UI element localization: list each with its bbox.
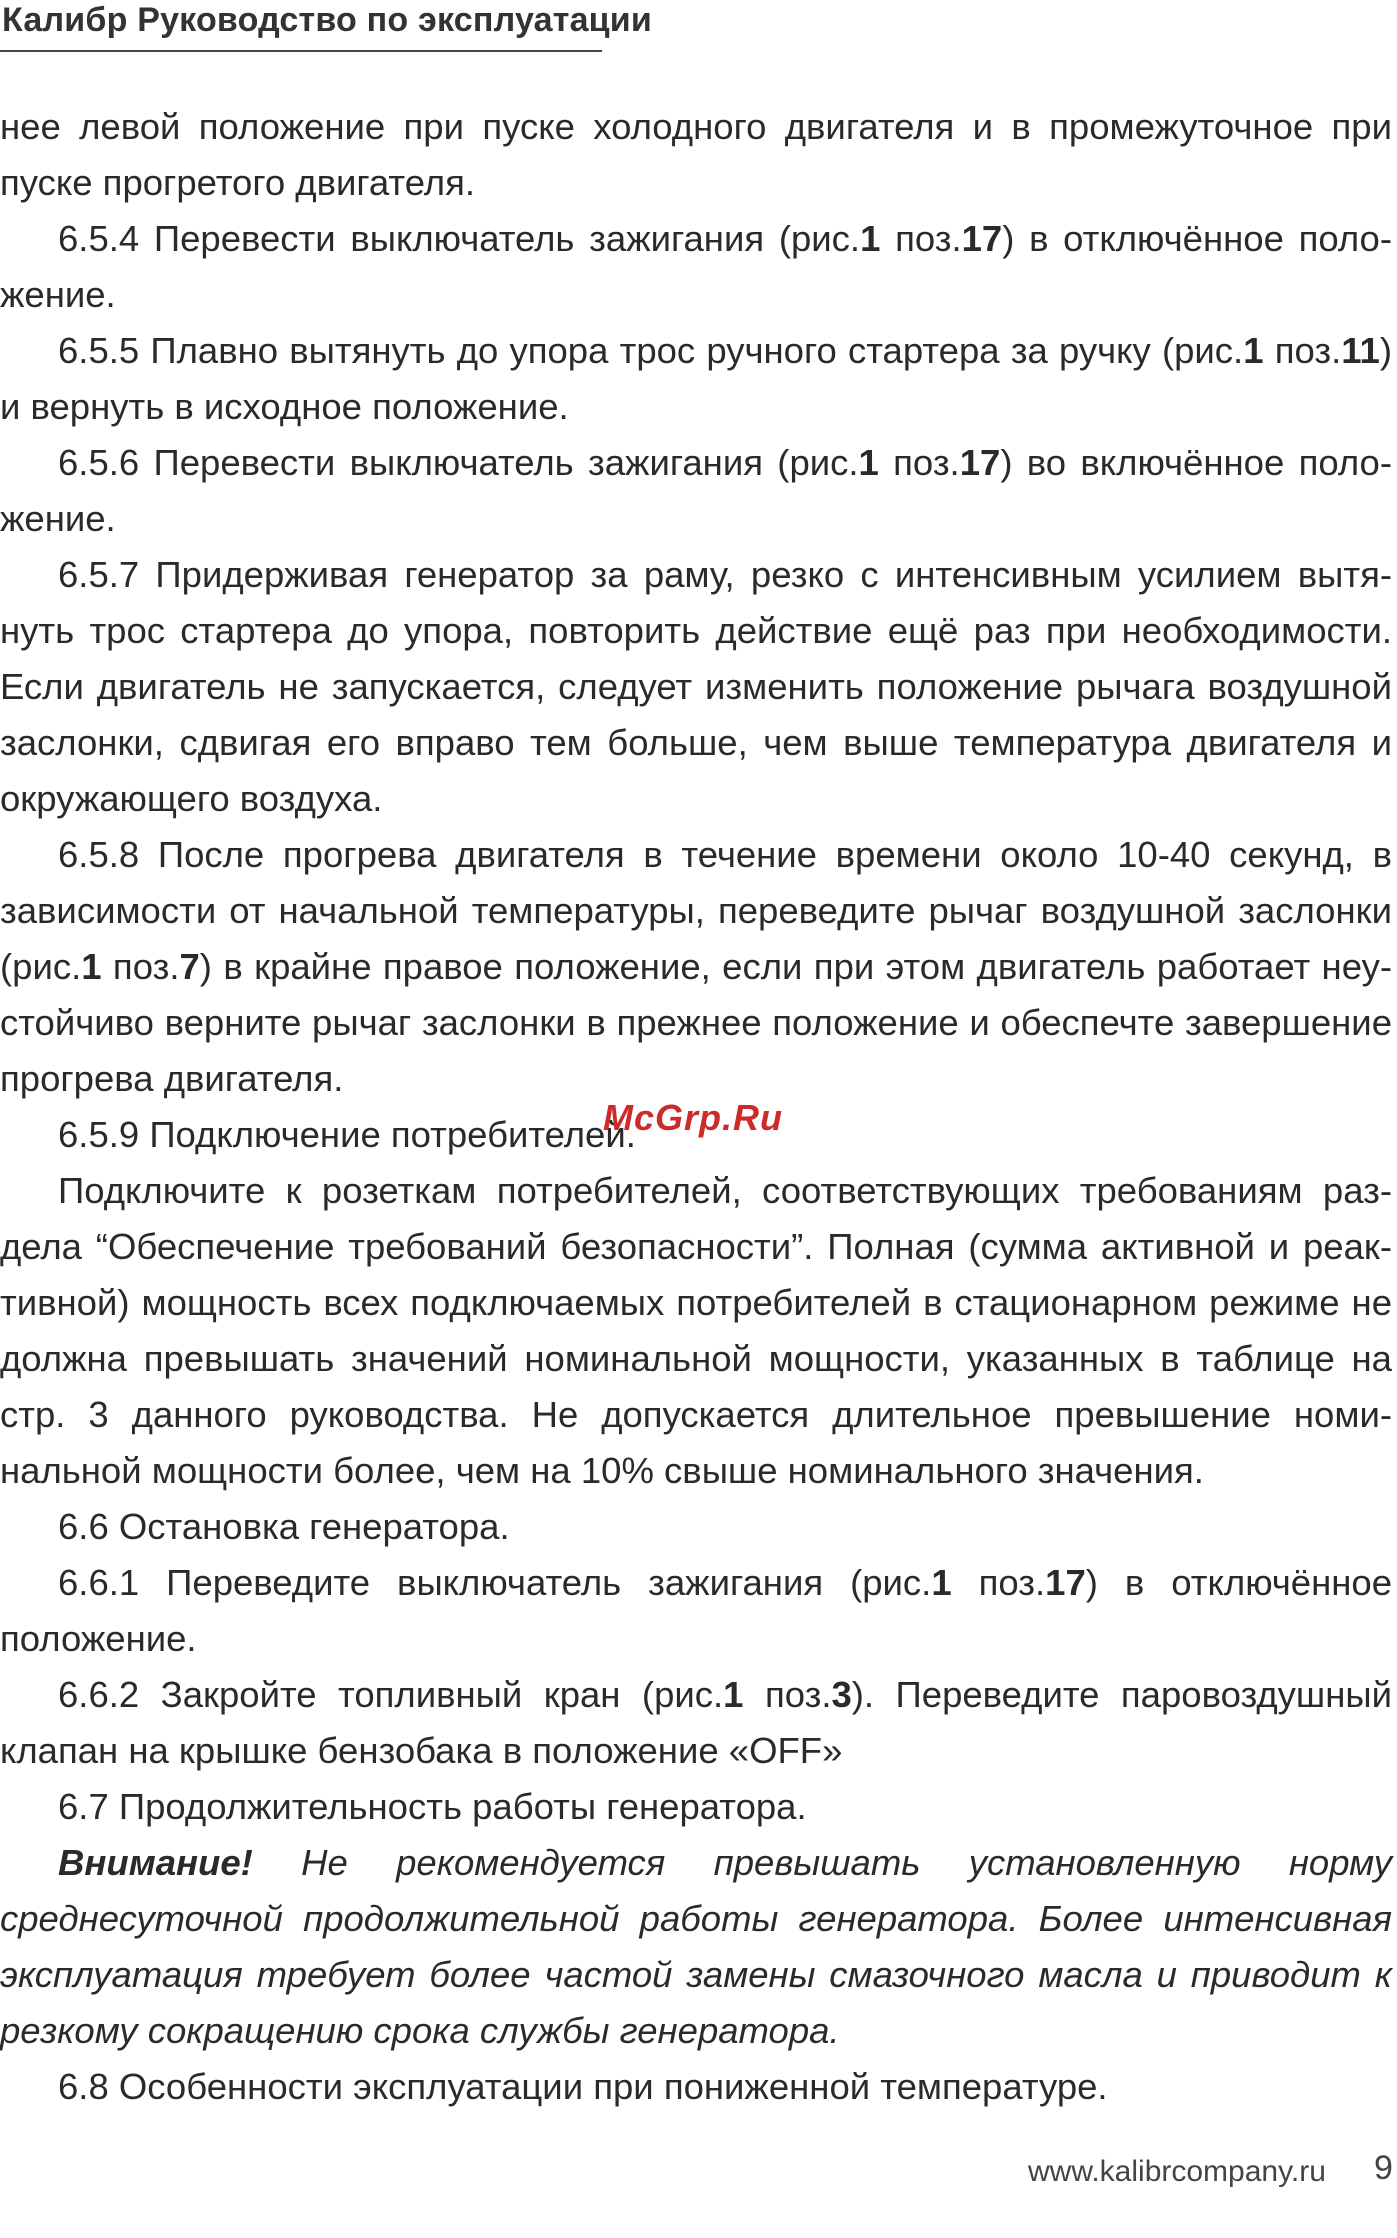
watermark-text: McGrp.Ru — [603, 1097, 784, 1138]
text-run: 1 — [858, 442, 879, 483]
text-run: Внимание! — [58, 1842, 253, 1883]
text-run: 1 — [723, 1674, 744, 1715]
text-run: 1 — [931, 1562, 952, 1603]
text-run: ). Переведите паровоздушный клапан на крышке бензобака в положение «OFF» — [0, 1674, 1392, 1771]
paragraph-p10 — [0, 1667, 1392, 1779]
paragraph-p7 — [0, 1163, 1392, 1499]
text-run: 6.5.5 Плавно вытянуть до упора трос ручного стартера за ручку (рис. — [58, 330, 1244, 371]
text-run: поз. — [743, 1674, 832, 1715]
text-run: 6.6.2 Закройте топливный кран (рис. — [58, 1674, 724, 1715]
text-run: 6.7 Продолжительность работы генератора. — [58, 1786, 807, 1827]
text-run: 6.6.1 Переведите выключатель зажигания (рис. — [58, 1562, 932, 1603]
running-header-title: Калибр Руководство по эксплуатации — [2, 1, 652, 39]
text-run: 17 — [1045, 1562, 1086, 1603]
text-run: 11 — [1341, 330, 1380, 371]
text-run: ) в отключённое положение. — [0, 1562, 1392, 1659]
text-run: ) во включённое положение. — [0, 442, 1393, 539]
text-run: поз. — [878, 442, 960, 483]
paragraph-p2 — [0, 323, 1392, 435]
text-run: Подключите к розеткам потребителей, соответствующих требованиям раздела “Обеспечение требований безопасности”. Полная (сумма активной и реактивной) мощность всех подключаемых потребителей в стационарном режиме не должна превышать значений номинальной мощности, указанных в таблице на стр. 3 данного руководства. Не допускается длительное превышение номинальной мощности более, чем на 10% свыше номинального значения. — [0, 1170, 1392, 1491]
text-run: поз. — [101, 946, 180, 987]
text-run: ) в крайне правое положение, если при этом двигатель работает неустойчиво верните рычаг заслонки в прежнее положение и обеспечте завершение прогрева двигателя. — [0, 946, 1392, 1099]
header-divider — [0, 50, 602, 52]
text-run: 17 — [961, 218, 1003, 259]
text-run: 17 — [959, 442, 1001, 483]
page-number: 9 — [1374, 2149, 1393, 2187]
text-run: 1 — [1243, 330, 1264, 371]
text-run: 6.8 Особенности эксплуатации при пониженной температуре. — [58, 2066, 1108, 2107]
text-run: Не рекомендуется превышать установленную норму среднесуточной продолжительной работы генератора. Более интенсивная эксплуатация требует более частой замены смазочного масла и приводит к резкому сокращению срока службы генератора. — [0, 1842, 1392, 2051]
text-run: поз. — [1263, 330, 1342, 371]
text-run: поз. — [951, 1562, 1046, 1603]
text-run: 1 — [81, 946, 102, 987]
text-run: 6.5.8 После прогрева двигателя в течение времени около 10-40 секунд, в зависимости от начальной температуры, переведите рычаг воздушной заслонки (рис. — [0, 834, 1392, 987]
footer-website-url: www.kalibrcompany.ru — [1028, 2155, 1326, 2188]
text-run: 6.5.4 Перевести выключатель зажигания (рис. — [58, 218, 861, 259]
text-run: 6.5.7 Придерживая генератор за раму, резко с интенсивным усилием вытянуть трос стартера до упора, повторить действие ещё раз при необходимости. Если двигатель не запускается, следует изменить положение рычага воздушной заслонки, сдвигая его вправо тем больше, чем выше температура двигателя и окружающего воздуха. — [0, 554, 1392, 819]
text-run: 6.5.9 Подключение потребителей. — [58, 1114, 636, 1155]
paragraph-p3 — [0, 435, 1392, 547]
paragraph-p13 — [0, 2059, 1392, 2115]
paragraph-p5 — [0, 827, 1392, 1107]
paragraph-p0 — [0, 99, 1392, 211]
paragraph-p1 — [0, 211, 1392, 323]
paragraph-p4 — [0, 547, 1392, 827]
text-run: 1 — [860, 218, 881, 259]
text-run: ) в отключённое положение. — [0, 218, 1392, 315]
paragraph-p8 — [0, 1499, 1392, 1555]
paragraph-p11 — [0, 1779, 1392, 1835]
paragraph-p9 — [0, 1555, 1392, 1667]
paragraph-p12 — [0, 1835, 1392, 2059]
text-run: 6.5.6 Перевести выключатель зажигания (рис. — [58, 442, 859, 483]
text-run: 7 — [179, 946, 200, 987]
text-run: ) и вернуть в исходное положение. — [0, 330, 1392, 427]
text-run: нее левой положение при пуске холодного двигателя и в промежуточное при пуске прогретого двигателя. — [0, 106, 1392, 203]
text-run: 6.6 Остановка генератора. — [58, 1506, 510, 1547]
text-run: 3 — [831, 1674, 852, 1715]
text-run: поз. — [880, 218, 962, 259]
